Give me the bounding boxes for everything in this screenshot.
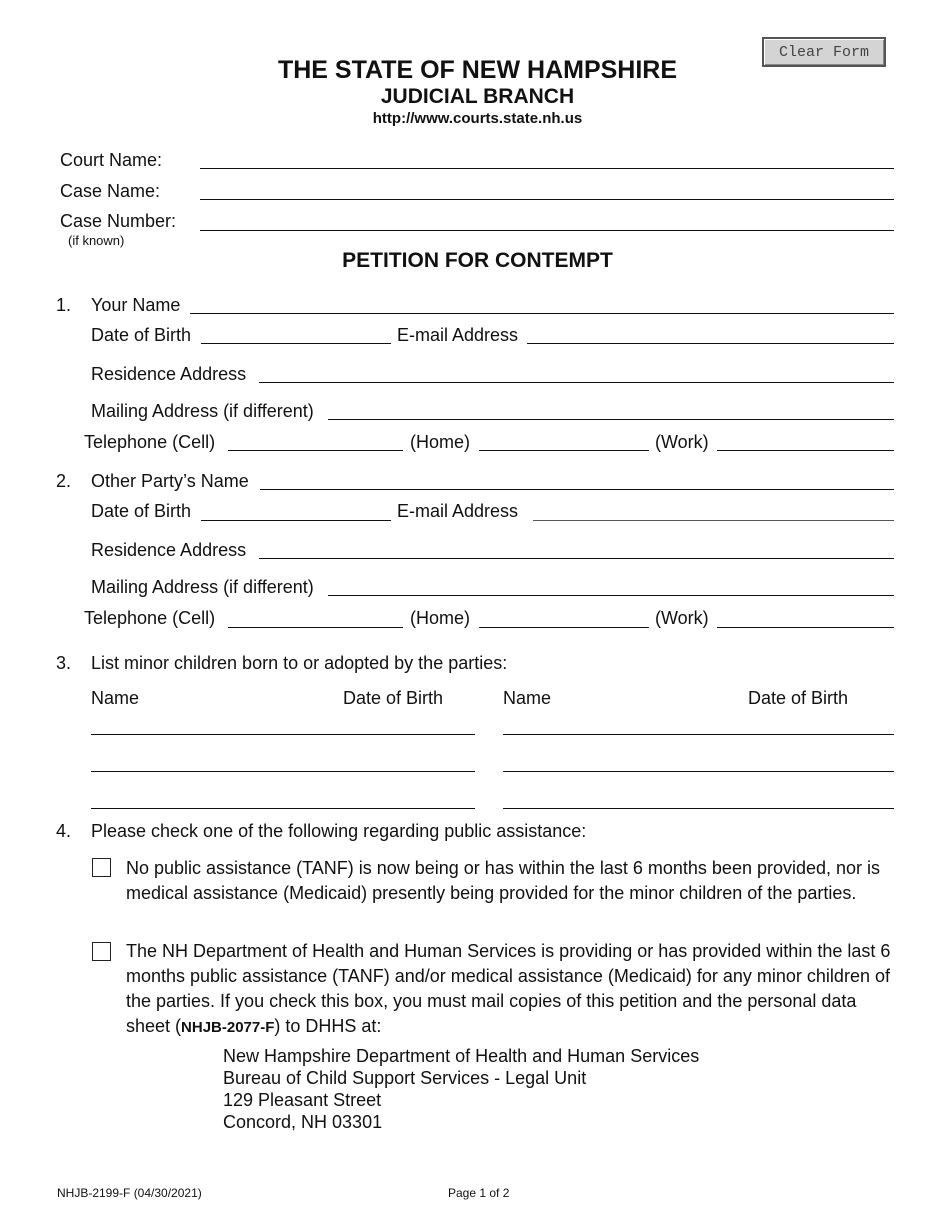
your-residence-label: Residence Address (91, 364, 247, 384)
child-row-1-left-field[interactable] (91, 734, 475, 735)
your-tel-work-field[interactable] (717, 450, 894, 451)
dhhs-address (223, 1045, 699, 1133)
other-tel-cell-label: Telephone (Cell) (84, 608, 216, 628)
other-name-label: Other Party’s Name (91, 471, 249, 491)
your-residence-field[interactable] (259, 382, 894, 383)
assistance-instruction: Please check one of the following regarding public assistance: (91, 821, 587, 841)
dhhs-assistance-text (126, 939, 896, 1040)
your-mailing-field[interactable] (328, 419, 894, 420)
your-name-field[interactable] (190, 313, 894, 314)
other-email-field[interactable] (533, 520, 894, 521)
child-row-2-right-field[interactable] (503, 771, 894, 772)
state-heading: THE STATE OF NEW HAMPSHIRE (277, 56, 678, 84)
child-dob-header-right: Date of Birth (748, 688, 849, 708)
your-tel-cell-label: Telephone (Cell) (84, 432, 216, 452)
section-4-number: 4. (56, 821, 72, 841)
child-row-2-left-field[interactable] (91, 771, 475, 772)
other-tel-home-field[interactable] (479, 627, 649, 628)
case-number-field[interactable] (200, 230, 894, 231)
child-row-3-left-field[interactable] (91, 808, 475, 809)
court-name-field[interactable] (200, 168, 894, 169)
your-dob-field[interactable] (201, 343, 391, 344)
address-line: New Hampshire Department of Health and Human Services (223, 1046, 700, 1066)
your-email-label: E-mail Address (397, 325, 519, 345)
dhhs-assistance-checkbox[interactable] (92, 942, 111, 961)
children-instruction: List minor children born to or adopted by the parties: (91, 653, 508, 673)
case-name-label: Case Name: (60, 181, 161, 201)
your-mailing-label: Mailing Address (if different) (91, 401, 314, 421)
child-row-3-right-field[interactable] (503, 808, 894, 809)
other-dob-label: Date of Birth (91, 501, 192, 521)
other-tel-work-field[interactable] (717, 627, 894, 628)
other-tel-home-label: (Home) (410, 608, 471, 628)
your-name-label: Your Name (91, 295, 181, 315)
address-line: 129 Pleasant Street (223, 1090, 382, 1110)
case-name-field[interactable] (200, 199, 894, 200)
dhhs-text-pre: The NH Department of Health and Human Services is providing or has provided within the last 6 months public assistance (TANF) and/or medical assistance (Medicaid) for any minor children of the parties. If you check this box, you must mail copies of this petition and the personal data sheet ( (126, 941, 891, 1036)
your-email-field[interactable] (527, 343, 894, 344)
if-known-note: (if known) (68, 233, 125, 248)
clear-form-button[interactable]: Clear Form (762, 37, 886, 67)
dhhs-text-post: ) to DHHS at: (274, 1016, 382, 1036)
your-tel-work-label: (Work) (655, 432, 709, 452)
section-2-number: 2. (56, 471, 72, 491)
other-mailing-label: Mailing Address (if different) (91, 577, 314, 597)
other-mailing-field[interactable] (328, 595, 894, 596)
branch-heading: JUDICIAL BRANCH (380, 85, 575, 108)
form-title: PETITION FOR CONTEMPT (342, 249, 613, 272)
address-line: Bureau of Child Support Services - Legal Unit (223, 1068, 587, 1088)
child-name-header-left: Name (91, 688, 140, 708)
section-3-number: 3. (56, 653, 72, 673)
no-assistance-checkbox[interactable] (92, 858, 111, 877)
your-tel-home-label: (Home) (410, 432, 471, 452)
other-dob-field[interactable] (201, 520, 391, 521)
other-residence-label: Residence Address (91, 540, 247, 560)
court-name-label: Court Name: (60, 150, 163, 170)
other-tel-work-label: (Work) (655, 608, 709, 628)
no-assistance-text: No public assistance (TANF) is now being or has within the last 6 months been provided, nor is medical assistance (Medicaid) presently being provided for the minor children of the parties. (126, 858, 881, 903)
your-tel-home-field[interactable] (479, 450, 649, 451)
page-number: Page 1 of 2 (448, 1186, 510, 1200)
child-row-1-right-field[interactable] (503, 734, 894, 735)
child-dob-header-left: Date of Birth (343, 688, 444, 708)
personal-data-sheet-form-id: NHJB-2077-F (181, 1019, 275, 1036)
your-dob-label: Date of Birth (91, 325, 192, 345)
form-id: NHJB-2199-F (04/30/2021) (57, 1186, 202, 1200)
section-1-number: 1. (56, 295, 72, 315)
other-residence-field[interactable] (259, 558, 894, 559)
court-url: http://www.courts.state.nh.us (372, 110, 583, 127)
case-number-label: Case Number: (60, 211, 177, 231)
other-email-label: E-mail Address (397, 501, 519, 521)
child-name-header-right: Name (503, 688, 552, 708)
other-name-field[interactable] (260, 489, 894, 490)
address-line: Concord, NH 03301 (223, 1112, 383, 1132)
other-tel-cell-field[interactable] (228, 627, 403, 628)
your-tel-cell-field[interactable] (228, 450, 403, 451)
